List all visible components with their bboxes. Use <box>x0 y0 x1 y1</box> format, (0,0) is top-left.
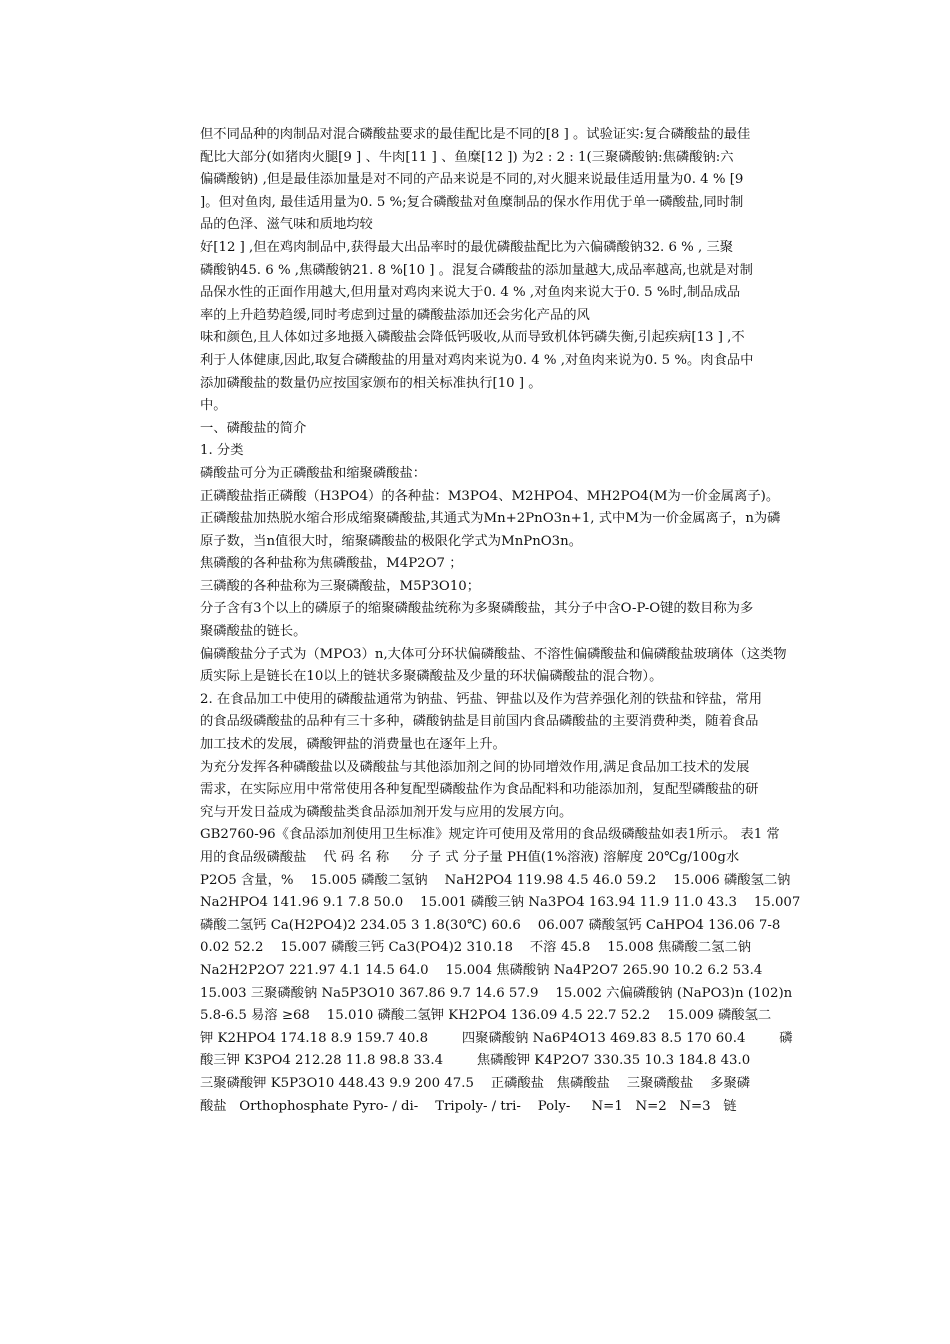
table-text-line: P2O5 含量，% 15.005 磷酸二氢钠 NaH2PO4 119.98 4.5 46.0 59.2 15.006 磷酸氢二钠 <box>200 872 791 888</box>
text-line: 率的上升趋势趋缓,同时考虑到过量的磷酸盐添加还会劣化产品的风 <box>200 307 590 323</box>
text-line: 中。 <box>200 398 227 414</box>
table-text-line: 三聚磷酸钾 K5P3O10 448.43 9.9 200 47.5 正磷酸盐 焦磷酸盐 三聚磷酸盐 多聚磷 <box>200 1075 751 1091</box>
document-body <box>200 124 810 1141</box>
table-text-line: 15.003 三聚磷酸钠 Na5P3O10 367.86 9.7 14.6 57.9 15.002 六偏磷酸钠 (NaPO3)n (102)n <box>200 985 793 1001</box>
text-line: 原子数，当n值很大时，缩聚磷酸盐的极限化学式为MnPnO3n。 <box>200 533 583 549</box>
section-heading: 一、磷酸盐的简介 <box>200 420 307 436</box>
table-text-line: 酸盐 Orthophosphate Pyro- / di- Tripoly- / tri- Poly- N=1 N=2 N=3 链 <box>200 1098 737 1114</box>
text-line: 品的色泽、滋气味和质地均较 <box>200 217 373 233</box>
text-line: 配比大部分(如猪肉火腿[9 ] 、牛肉[11 ] 、鱼糜[12 ]) 为2 : 2 : 1(三聚磷酸钠:焦磷酸钠:六 <box>200 149 734 165</box>
table-text-line: Na2HPO4 141.96 9.1 7.8 50.0 15.001 磷酸三钠 Na3PO4 163.94 11.9 11.0 43.3 15.007 <box>200 895 801 911</box>
text-line: 的食品级磷酸盐的品种有三十多种，磷酸钠盐是目前国内食品磷酸盐的主要消费种类，随着食品 <box>200 714 759 730</box>
text-line: 磷酸盐可分为正磷酸盐和缩聚磷酸盐： <box>200 465 427 481</box>
text-line: 加工技术的发展，磷酸钾盐的消费量也在逐年上升。 <box>200 737 506 753</box>
text-line: 为充分发挥各种磷酸盐以及磷酸盐与其他添加剂之间的协同增效作用,满足食品加工技术的发展 <box>200 759 750 775</box>
table-text-line <box>200 1118 810 1141</box>
table-text-line: 磷酸二氢钙 Ca(H2PO4)2 234.05 3 1.8(30℃) 60.6 06.007 磷酸氢钙 CaHPO4 136.06 7-8 <box>200 917 781 933</box>
text-line: 好[12 ] ,但在鸡肉制品中,获得最大出品率时的最优磷酸盐配比为六偏磷酸钠32. 6 % , 三聚 <box>200 239 734 255</box>
table-text-line: 钾 K2HPO4 174.18 8.9 159.7 40.8 四聚磷酸钠 Na6P4O13 469.83 8.5 170 60.4 磷 <box>200 1030 793 1046</box>
text-line: 但不同品种的肉制品对混合磷酸盐要求的最佳配比是不同的[8 ] 。试验证实:复合磷酸盐的最佳 <box>200 127 751 142</box>
table-text-line: Na2H2P2O7 221.97 4.1 14.5 64.0 15.004 焦磷酸钠 Na4P2O7 265.90 10.2 6.2 53.4 <box>200 962 763 978</box>
table-text-line: 用的食品级磷酸盐 代 码 名 称 分 子 式 分子量 PH值(1%溶液) 溶解度 20℃g/100g水 <box>200 850 740 865</box>
table-text-line: 酸三钾 K3PO4 212.28 11.8 98.8 33.4 焦磷酸钾 K4P2O7 330.35 10.3 184.8 43.0 <box>200 1053 751 1069</box>
text-line: GB2760-96《食品添加剂使用卫生标准》规定许可使用及常用的食品级磷酸盐如表1所示。 表1 常 <box>200 827 780 843</box>
text-line: 利于人体健康,因此,取复合磷酸盐的用量对鸡肉来说为0. 4 % ,对鱼肉来说为0. 5 %。肉食品中 <box>200 352 754 368</box>
text-line: 质实际上是链长在10以上的链状多聚磷酸盐及少量的环状偏磷酸盐的混合物）。 <box>200 669 663 685</box>
text-line: 三磷酸的各种盐称为三聚磷酸盐，M5P3O10； <box>200 578 481 594</box>
text-line: ]。但对鱼肉, 最佳适用量为0. 5 %;复合磷酸盐对鱼糜制品的保水作用优于单一磷酸盐,同时制 <box>200 194 744 210</box>
text-line: 正磷酸盐加热脱水缩合形成缩聚磷酸盐,其通式为Mn+2PnO3n+1, 式中M为一价金属离子，n为磷 <box>200 511 781 527</box>
text-line: 需求，在实际应用中常常使用各种复配型磷酸盐作为食品配料和功能添加剂，复配型磷酸盐的研 <box>200 782 759 798</box>
text-line: 味和颜色,且人体如过多地摄入磷酸盐会降低钙吸收,从而导致机体钙磷失衡,引起疾病[13 ] ,不 <box>200 330 745 346</box>
table-text-line: 5.8-6.5 易溶 ≥68 15.010 磷酸二氢钾 KH2PO4 136.09 4.5 22.7 52.2 15.009 磷酸氢二 <box>200 1008 772 1024</box>
text-line: 偏磷酸盐分子式为（MPO3）n,大体可分环状偏磷酸盐、不溶性偏磷酸盐和偏磷酸盐玻璃体（这类物 <box>200 646 787 662</box>
text-line: 焦磷酸的各种盐称为焦磷酸盐，M4P2O7 ； <box>200 556 463 572</box>
text-line: 分子含有3个以上的磷原子的缩聚磷酸盐统称为多聚磷酸盐，其分子中含O-P-O键的数目称为多 <box>200 601 754 617</box>
text-line: 磷酸钠45. 6 % ,焦磷酸钠21. 8 %[10 ] 。混复合磷酸盐的添加量越大,成品率越高,也就是对制 <box>200 262 753 278</box>
text-line: 2. 在食品加工中使用的磷酸盐通常为钠盐、钙盐、钾盐以及作为营养强化剂的铁盐和锌盐，常用 <box>200 691 763 707</box>
text-line: 添加磷酸盐的数量仍应按国家颁布的相关标准执行[10 ] 。 <box>200 375 542 391</box>
text-line: 究与开发日益成为磷酸盐类食品添加剂开发与应用的发展方向。 <box>200 804 573 820</box>
text-line: 聚磷酸盐的链长。 <box>200 624 307 640</box>
subsection-heading: 1. 分类 <box>200 443 244 459</box>
text-line: 品保水性的正面作用越大,但用量对鸡肉来说大于0. 4 % ,对鱼肉来说大于0. 5 %时,制品成品 <box>200 285 741 301</box>
text-line: 正磷酸盐指正磷酸（H3PO4）的各种盐：M3PO4、M2HPO4、MH2PO4(M为一价金属离子)。 <box>200 488 780 504</box>
table-text-line: 0.02 52.2 15.007 磷酸三钙 Ca3(PO4)2 310.18 不溶 45.8 15.008 焦磷酸二氢二钠 <box>200 940 752 956</box>
text-line: 偏磷酸钠) ,但是最佳添加量是对不同的产品来说是不同的,对火腿来说最佳适用量为0. 4 % [9 <box>200 172 744 188</box>
